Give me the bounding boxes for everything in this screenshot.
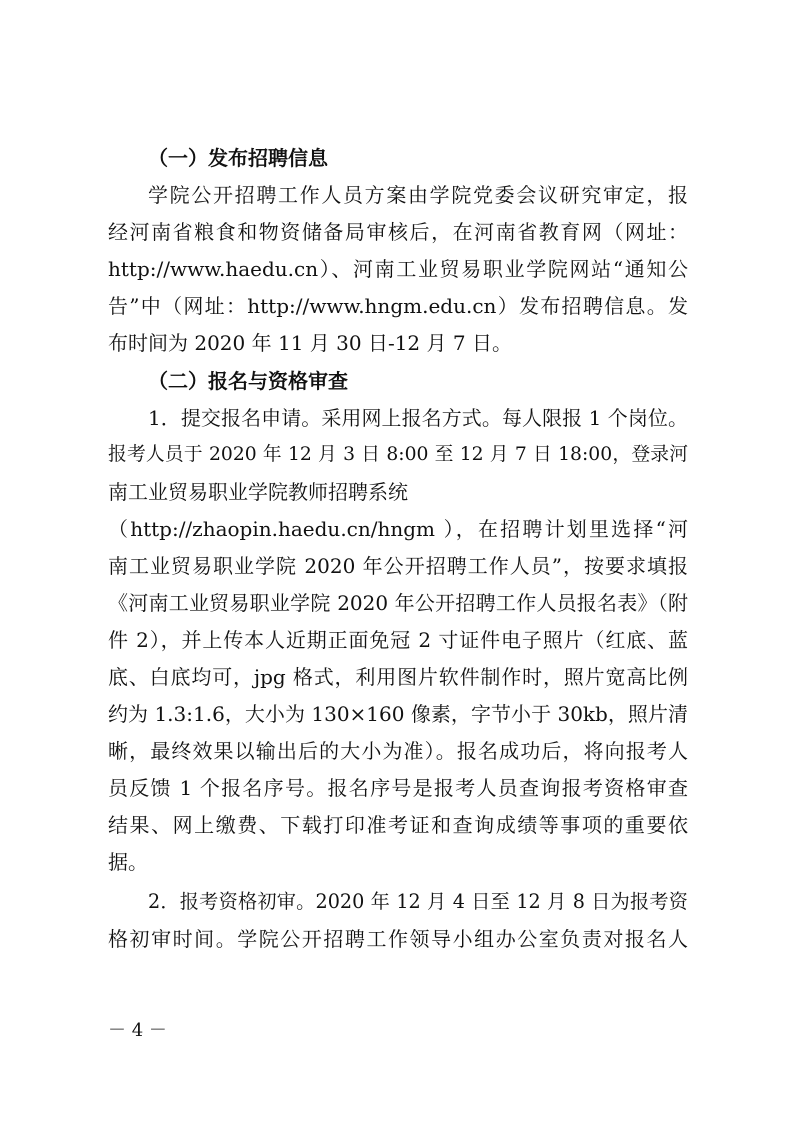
paragraph-line: 员反馈 1 个报名序号。报名序号是报考人员查询报考资格审查: [108, 776, 688, 800]
paragraph-line: 据。: [108, 850, 148, 874]
paragraph-line: 南工业贸易职业学院教师招聘系统: [108, 480, 408, 504]
paragraph-line: 2．报考资格初审。2020 年 12 月 4 日至 12 月 8 日为报考资: [148, 890, 688, 913]
paragraph-line: 《河南工业贸易职业学院 2020 年公开招聘工作人员报名表》（附: [108, 591, 688, 615]
paragraph-line: 学院公开招聘工作人员方案由学院党委会议研究审定，报: [148, 183, 688, 207]
paragraph-line: 布时间为 2020 年 11 月 30 日-12 月 7 日。: [108, 331, 512, 355]
paragraph-line: 底、白底均可，jpg 格式，利用图片软件制作时，照片宽高比例: [108, 665, 688, 689]
section-heading-registration: （二）报名与资格审查: [148, 369, 348, 393]
paragraph-line: 格初审时间。学院公开招聘工作领导小组办公室负责对报名人: [108, 927, 688, 951]
paragraph-line: 告”中（网址：http://www.hngm.edu.cn）发布招聘信息。发: [108, 294, 688, 318]
section-heading-publish: （一）发布招聘信息: [148, 146, 328, 170]
paragraph-line: 1．提交报名申请。采用网上报名方式。每人限报 1 个岗位。: [148, 406, 688, 430]
paragraph-line: （http://zhaopin.haedu.cn/hngm ），在招聘计划里选择“河: [108, 517, 688, 541]
paragraph-line: 结果、网上缴费、下载打印准考证和查询成绩等事项的重要依: [108, 813, 688, 837]
paragraph-line: 件 2），并上传本人近期正面免冠 2 寸证件电子照片（红底、蓝: [108, 628, 688, 652]
page-number: － 4 －: [108, 1020, 167, 1041]
paragraph-line: 约为 1.3:1.6，大小为 130×160 像素，字节小于 30kb，照片清: [108, 702, 688, 726]
paragraph-line: 经河南省粮食和物资储备局审核后，在河南省教育网（网址：: [108, 220, 688, 244]
paragraph-line: 南工业贸易职业学院 2020 年公开招聘工作人员”，按要求填报: [108, 554, 688, 578]
paragraph-line: 晰，最终效果以输出后的大小为准）。报名成功后，将向报考人: [108, 739, 688, 763]
paragraph-line: http://www.haedu.cn）、河南工业贸易职业学院网站“通知公: [108, 257, 688, 281]
paragraph-line: 报考人员于 2020 年 12 月 3 日 8:00 至 12 月 7 日 18:00，登录河: [108, 444, 688, 465]
